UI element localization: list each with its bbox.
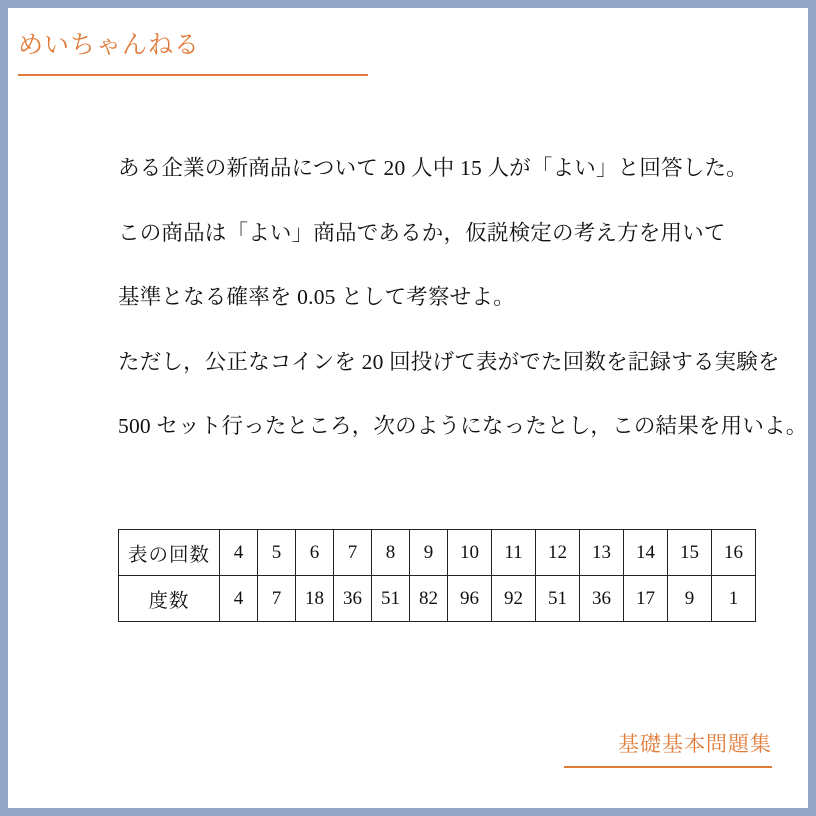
cell-count-1: 5 — [258, 530, 296, 576]
cell-count-3: 7 — [334, 530, 372, 576]
problem-text — [118, 156, 808, 438]
problem-line-1: ある企業の新商品について 20 人中 15 人が「よい」と回答した。 — [118, 156, 748, 180]
footer-underline — [564, 766, 772, 768]
cell-freq-5: 82 — [410, 576, 448, 622]
cell-count-2: 6 — [296, 530, 334, 576]
cell-freq-3: 36 — [334, 576, 372, 622]
cell-freq-10: 17 — [624, 576, 668, 622]
row-label-frequencies: 度数 — [119, 576, 220, 622]
frequency-table-wrapper — [118, 529, 756, 622]
document-sheet — [8, 8, 808, 808]
cell-freq-6: 96 — [448, 576, 492, 622]
brand-underline — [18, 74, 368, 76]
cell-count-10: 14 — [624, 530, 668, 576]
table-row-counts — [119, 530, 756, 576]
cell-freq-8: 51 — [536, 576, 580, 622]
cell-count-8: 12 — [536, 530, 580, 576]
cell-count-4: 8 — [372, 530, 410, 576]
cell-count-0: 4 — [220, 530, 258, 576]
problem-line-4: ただし，公正なコインを 20 回投げて表がでた回数を記録する実験を — [118, 349, 780, 374]
frequency-table — [118, 529, 756, 622]
cell-count-6: 10 — [448, 530, 492, 576]
cell-count-9: 13 — [580, 530, 624, 576]
footer-label: 基礎基本問題集 — [618, 732, 772, 756]
cell-freq-12: 1 — [712, 576, 756, 622]
problem-line-5: 500 セット行ったところ，次のようになったとし，この結果を用いよ。 — [118, 414, 808, 438]
cell-count-5: 9 — [410, 530, 448, 576]
brand-title: めいちゃんねる — [18, 30, 201, 59]
cell-freq-2: 18 — [296, 576, 334, 622]
brand-header — [18, 30, 378, 76]
cell-count-7: 11 — [492, 530, 536, 576]
cell-count-12: 16 — [712, 530, 756, 576]
cell-freq-7: 92 — [492, 576, 536, 622]
problem-line-2: この商品は「よい」商品であるか，仮説検定の考え方を用いて — [118, 220, 726, 245]
row-label-counts: 表の回数 — [119, 530, 220, 576]
cell-freq-1: 7 — [258, 576, 296, 622]
problem-line-3: 基準となる確率を 0.05 として考察せよ。 — [118, 285, 515, 309]
cell-freq-9: 36 — [580, 576, 624, 622]
cell-freq-4: 51 — [372, 576, 410, 622]
cell-count-11: 15 — [668, 530, 712, 576]
table-row-frequencies — [119, 576, 756, 622]
cell-freq-11: 9 — [668, 576, 712, 622]
cell-freq-0: 4 — [220, 576, 258, 622]
footer-block — [552, 728, 772, 768]
